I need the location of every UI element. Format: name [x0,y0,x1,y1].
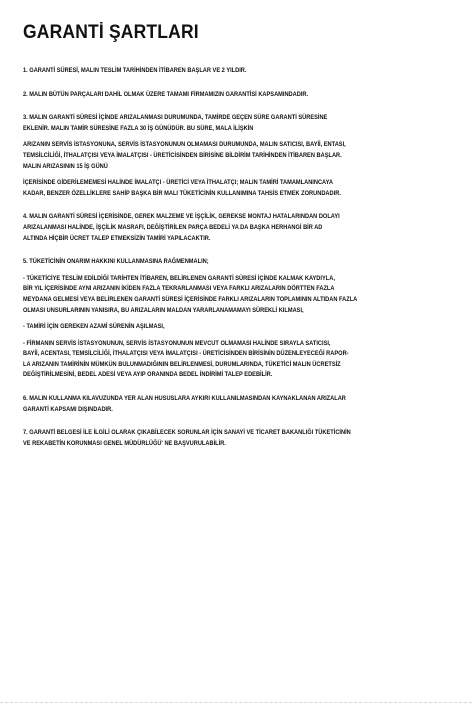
text-line: 6. MALIN KULLANMA KILAVUZUNDA YER ALAN HUSUSLARA AYKIRI KULLANILMASINDAN KAYNAKLANAN ARIZALAR [23,395,346,403]
text-line: İÇERİSİNDE GİDERİLEMEMESİ HALİNDE İMALATÇI - ÜRETİCİ VEYA İTHALATÇI; MALIN TAMİRİ TAMAMLANINCAYA [23,179,334,187]
term-5-condition-1 [23,274,449,316]
text-line: DEĞİŞTİRİLMESİNİ, BEDEL ADESİ VEYA AYIP ORANINDA BEDEL İNDİRİMİ TALEP EDEBİLİR. [23,371,273,379]
term-3 [23,113,449,134]
text-line: ARIZALANMASI HALİNDE, İŞÇİLİK MASRAFI, DEĞİŞTİRİLEN PARÇA BEDELİ YA DA BAŞKA HERHANGİ BİR AD [23,223,323,231]
term-5 [23,257,449,268]
text-line: 1. GARANTİ SÜRESİ, MALIN TESLİM TARİHİNDEN İTİBAREN BAŞLAR VE 2 YILDIR. [23,67,247,74]
text-line: 3. MALIN GARANTİ SÜRESİ İÇİNDE ARIZALANMASI DURUMUNDA, TAMİRDE GEÇEN SÜRE GARANTİ SÜRESİNE [23,114,328,122]
text-line: ALTINDA HİÇBİR ÜCRET TALEP ETMEKSİZİN TAMİRİ YAPILACAKTIR. [23,234,211,242]
term-1 [23,66,449,77]
text-line: - FİRMANIN SERVİS İSTASYONUNUN, SERVİS İSTASYONUNUN MEVCUT OLMAMASI HALİNDE SIRAYLA SATICISI, [23,339,331,347]
text-line: OLMASI UNSURLARININ YANISIRA, BU ARIZALARIN MALDAN YARARLANAMAMAYI SÜREKLİ KILMASI, [23,306,304,314]
text-line: 4. MALIN GARANTİ SÜRESİ İÇERİSİNDE, GEREK MALZEME VE İŞÇİLİK, GEREKSE MONTAJ HATALARINDAN DOLAYI [23,213,340,221]
term-4 [23,212,449,244]
text-line: KADAR, BENZER ÖZELLİKLERE SAHİP BAŞKA BİR MALI TÜKETİCİNİN KULLANIMINA TAHSİS ETMEK ZORUNDADIR. [23,189,341,197]
text-line: MALIN ARIZASININ 15 İŞ GÜNÜ [23,162,108,170]
term-5-condition-2 [23,322,449,333]
text-line: BİR YIL İÇERİSİNDE AYNI ARIZANIN İKİDEN FAZLA TEKRARLANMASI VEYA FARKLI ARIZALARIN DÖRTTEN FAZLA [23,285,335,293]
text-line: - TÜKETİCİYE TESLİM EDİLDİĞİ TARİHTEN İTİBAREN, BELİRLENEN GARANTİ SÜRESİ İÇİNDE KALMAK KAYDIYLA, [23,274,335,282]
text-line: 2. MALIN BÜTÜN PARÇALARI DAHİL OLMAK ÜZERE TAMAMI FİRMAMIZIN GARANTİSİ KAPSAMINDADIR. [23,90,309,98]
text-line: 7. GARANTİ BELGESİ İLE İLGİLİ OLARAK ÇIKABİLECEK SORUNLAR İÇİN SANAYİ VE TİCARET BAKANLIĞI TÜKETİCİNİN [23,429,351,437]
text-line: GARANTİ KAPSAMI DIŞINDADIR. [23,405,113,413]
term-6 [23,394,449,415]
text-line: MEYDANA GELMESİ VEYA BELİRLENEN GARANTİ SÜRESİ İÇERİSİNDE FARKLI ARIZALARIN TOPLAMININ ALTIDAN FAZLA [23,295,358,303]
text-line: ARIZANIN SERVİS İSTASYONUNA, SERVİS İSTASYONUNUN OLMAMASI DURUMUNDA, MALIN SATICISI, BAYİİ, ENTASI, [23,141,346,149]
text-line: LA ARIZANIN TAMİRİNİN MÜMKÜN BULUNMADIĞININ BELİRLENMESİ, DURUMLARINDA, TÜKETİCİ MALIN ÜCRETSİZ [23,360,341,368]
page-bottom-divider [0,702,472,703]
term-2 [23,90,449,101]
text-line: VE REKABETİN KORUNMASI GENEL MÜDÜRLÜĞÜ' NE BAŞVURULABİLİR. [23,439,226,447]
page-title: GARANTİ ŞARTLARI [23,22,199,43]
term-7 [23,428,449,449]
text-line: EKLENİR. MALIN TAMİR SÜRESİNE FAZLA 30 İŞ GÜNÜDÜR. BU SÜRE, MALA İLİŞKİN [23,124,254,132]
text-line: BAYİİ, ACENTASI, TEMSİLCİLİĞİ, İTHALATÇISI VEYA İMALATÇISI - ÜRETİCİSİNDEN BİRİSİNİN DÜZENLEYECEĞİ RAPOR- [23,350,349,358]
term-3-continued [23,140,449,172]
text-line: TEMSİLCİLİĞİ, İTHALATÇISI VEYA İMALATÇISI - ÜRETİCİSİNDEN BİRİSİNE BİLDİRİM TARİHİNDEN İTİBAREN BAŞLAR. [23,151,342,159]
term-5-condition-3 [23,339,449,381]
text-line: - TAMİRİ İÇİN GEREKEN AZAMİ SÜRENİN AŞILMASI, [23,323,165,331]
term-3-replacement [23,178,449,199]
text-line: 5. TÜKETİCİNİN ONARIM HAKKINI KULLANMASINA RAĞMENMALIN; [23,258,209,266]
warranty-terms [23,66,449,449]
